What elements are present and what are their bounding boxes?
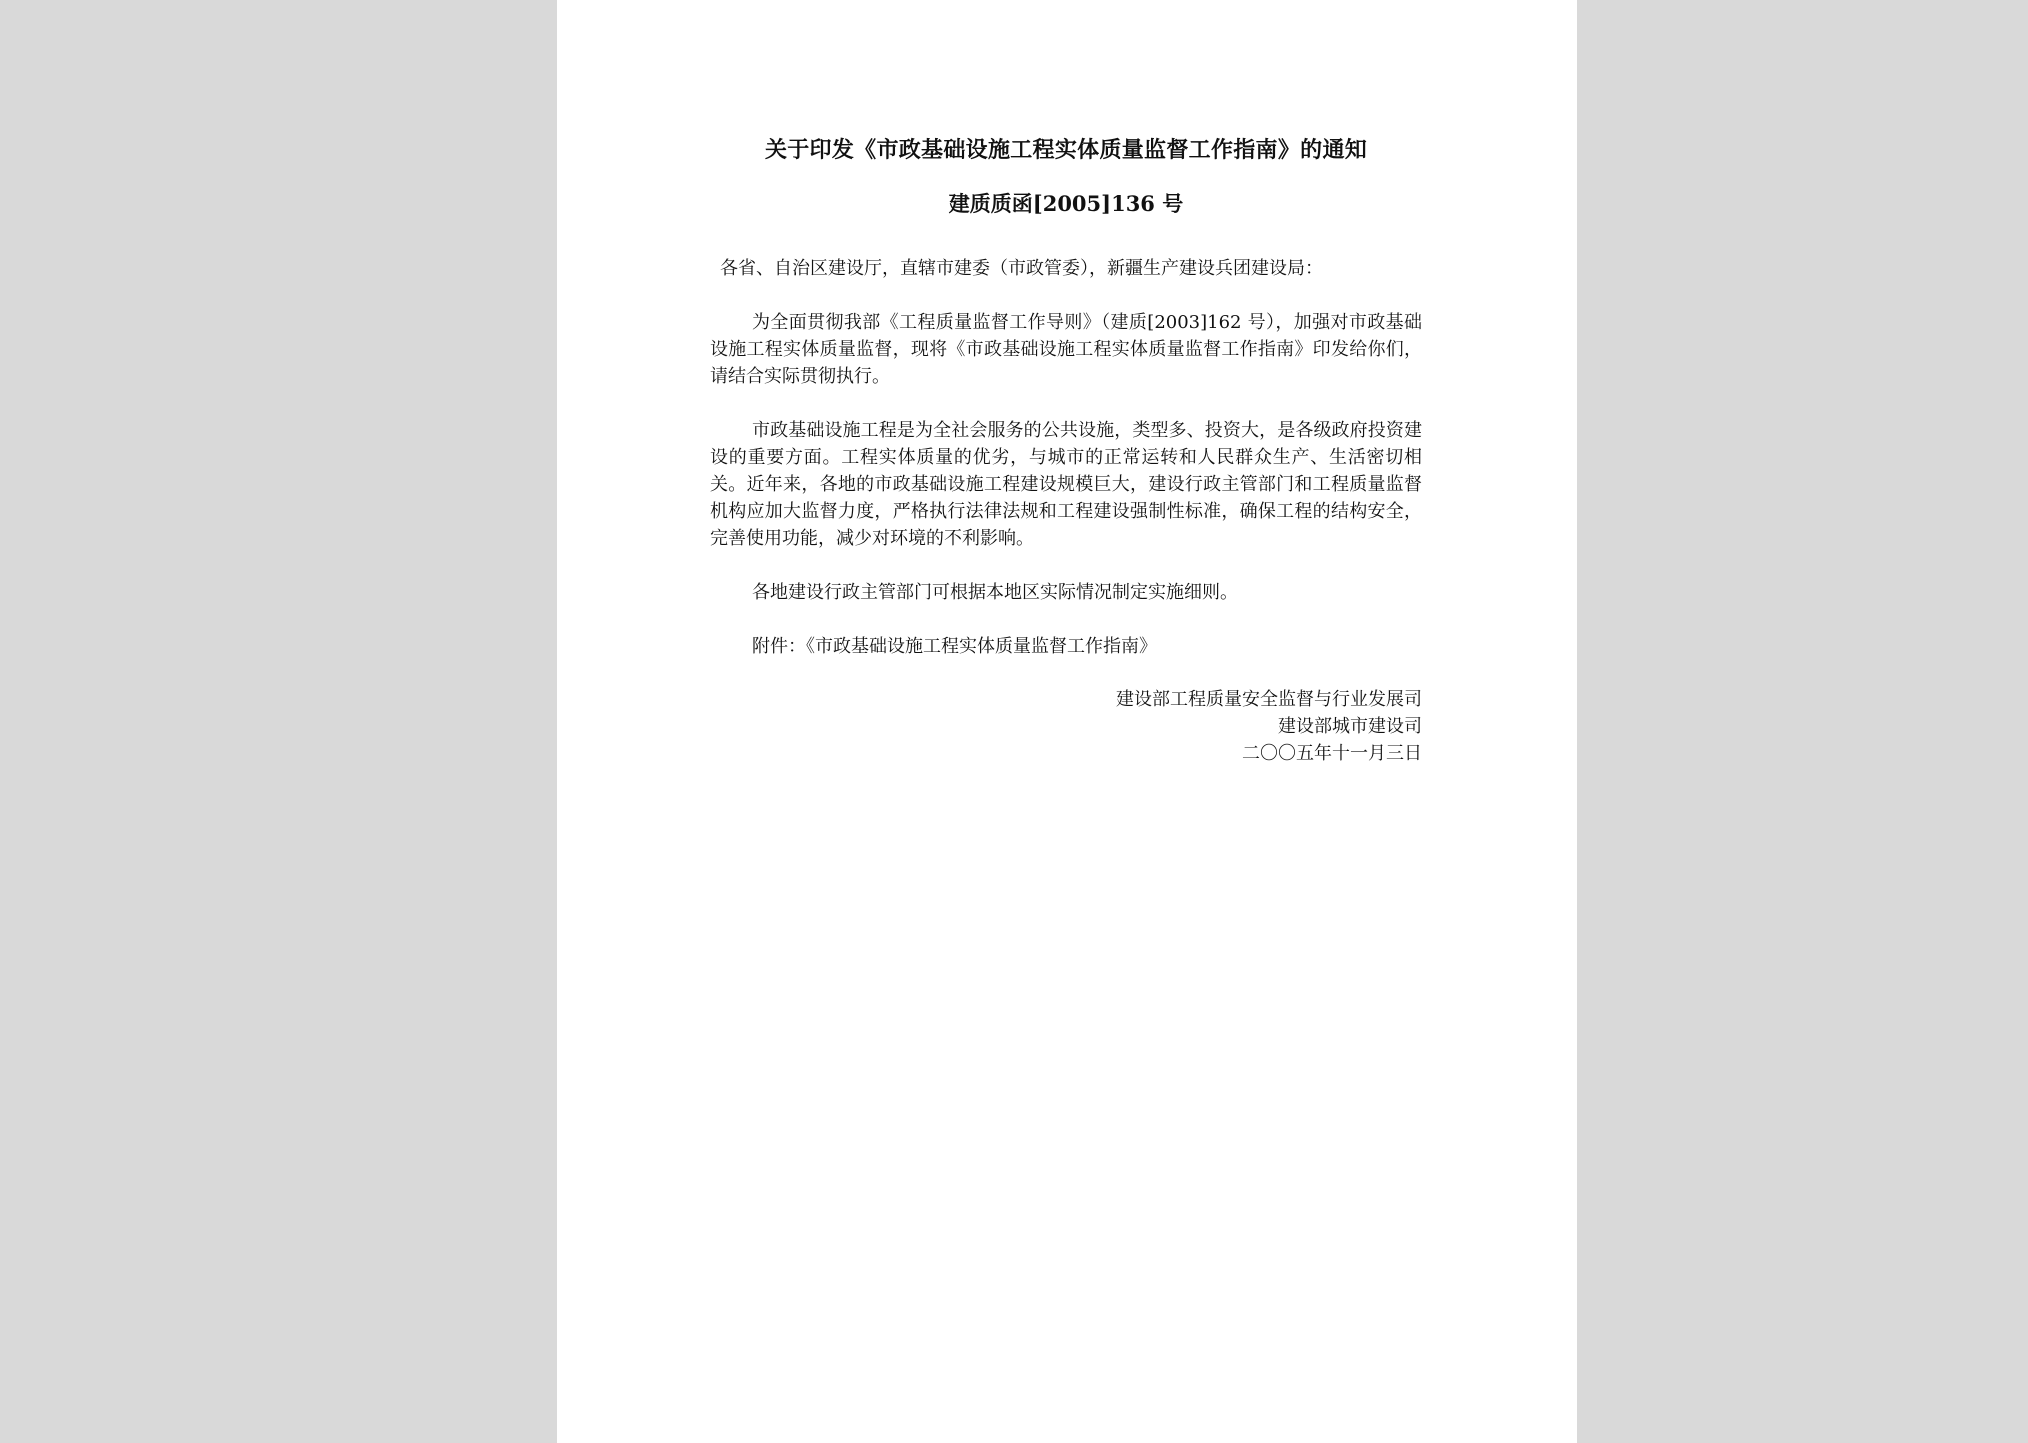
document-number: 建质质函[2005]136 号 [948, 191, 1184, 216]
document-title: 关于印发《市政基础设施工程实体质量监督工作指南》的通知 [764, 137, 1368, 163]
addressee: 各省、自治区建设厅，直辖市建委（市政管委），新疆生产建设兵团建设局： [720, 258, 1323, 279]
paragraph-purpose: 为全面贯彻我部《工程质量监督工作导则》（建质[2003]162 号），加强对市政基础设施工程实体质量监督，现将《市政基础设施工程实体质量监督工作指南》印发给你们，请结合实际贯彻执行。 [710, 312, 1422, 387]
paragraph-implementation: 各地建设行政主管部门可根据本地区实际情况制定实施细则。 [752, 582, 1238, 603]
issuer-urban-construction-dept: 建设部城市建设司 [1278, 716, 1422, 737]
paragraph-attachment: 附件：《市政基础设施工程实体质量监督工作指南》 [752, 636, 1157, 657]
signature-block [710, 686, 1422, 767]
document-page [557, 0, 1577, 1443]
paragraph-background: 市政基础设施工程是为全社会服务的公共设施，类型多、投资大，是各级政府投资建设的重要方面。工程实体质量的优劣，与城市的正常运转和人民群众生产、生活密切相关。近年来，各地的市政基础设施工程建设规模巨大，建设行政主管部门和工程质量监督机构应加大监督力度，严格执行法律法规和工程建设强制性标准，确保工程的结构安全，完善使用功能，减少对环境的不利影响。 [710, 420, 1422, 549]
issue-date: 二〇〇五年十一月三日 [1242, 743, 1422, 764]
issuer-quality-safety-dept: 建设部工程质量安全监督与行业发展司 [1116, 689, 1422, 710]
page-content [710, 133, 1422, 767]
